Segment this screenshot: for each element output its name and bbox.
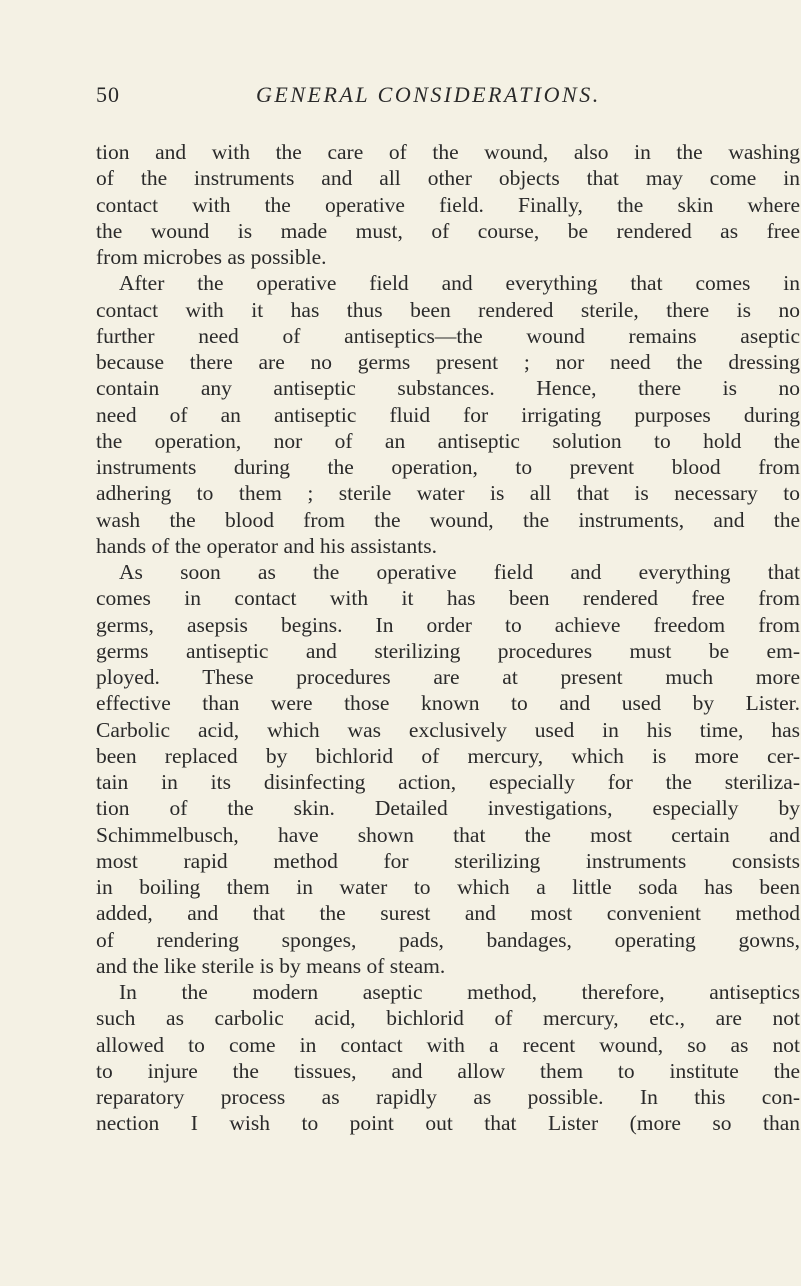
text-line: contact with the operative field. Finally, the skin where [96, 192, 800, 217]
text-line: comes in contact with it has been rendered free from [96, 586, 800, 611]
text-line: need of an antiseptic fluid for irrigating purposes during [96, 402, 800, 427]
text-line: of the instruments and all other objects that may come in [96, 166, 800, 191]
text-line: further need of antiseptics—the wound remains aseptic [96, 323, 800, 348]
text-line: ployed. These procedures are at present much more [96, 665, 800, 689]
text-line: germs antiseptic and sterilizing procedures must be em- [96, 638, 800, 663]
text-line: As soon as the operative field and everything that [119, 560, 800, 584]
text-line: instruments during the operation, to prevent blood from [96, 455, 800, 479]
text-line: In the modern aseptic method, therefore, antiseptics [119, 980, 800, 1004]
body-text [96, 139, 800, 1137]
text-line: tion and with the care of the wound, also in the washing [96, 140, 800, 164]
text-line: contain any antiseptic substances. Hence, there is no [96, 376, 800, 401]
text-line: adhering to them ; sterile water is all that is necessary to [96, 481, 800, 506]
page-header [96, 82, 796, 112]
text-line: such as carbolic acid, bichlorid of mercury, etc., are not [96, 1006, 800, 1031]
text-line: most rapid method for sterilizing instruments consists [96, 848, 800, 873]
text-line: the wound is made must, of course, be rendered as free [96, 218, 800, 243]
text-line: reparatory process as rapidly as possible. In this con- [96, 1085, 800, 1109]
text-line: hands of the operator and his assistants. [96, 533, 437, 558]
running-head: GENERAL CONSIDERATIONS. [256, 82, 601, 107]
text-line: to injure the tissues, and allow them to institute the [96, 1058, 800, 1083]
text-line: Carbolic acid, which was exclusively used in his time, has [96, 717, 800, 742]
text-line: nection I wish to point out that Lister (more so than [96, 1111, 800, 1136]
text-line: After the operative field and everything that comes in [119, 271, 800, 296]
text-line: added, and that the surest and most convenient method [96, 901, 800, 926]
text-line: and the like sterile is by means of steam. [96, 953, 446, 978]
text-line: allowed to come in contact with a recent wound, so as not [96, 1032, 800, 1057]
text-line: contact with it has thus been rendered sterile, there is no [96, 297, 800, 322]
text-line: in boiling them in water to which a little soda has been [96, 875, 800, 899]
text-line: the operation, nor of an antiseptic solution to hold the [96, 428, 800, 453]
text-line: because there are no germs present ; nor need the dressing [96, 350, 800, 374]
text-line: germs, asepsis begins. In order to achieve freedom from [96, 612, 800, 637]
text-line: tain in its disinfecting action, especially for the steriliza- [96, 770, 800, 794]
page-number: 50 [96, 82, 120, 107]
text-line: wash the blood from the wound, the instruments, and the [96, 507, 800, 532]
text-line: from microbes as possible. [96, 245, 327, 269]
text-line: effective than were those known to and used by Lister. [96, 691, 800, 716]
text-line: of rendering sponges, pads, bandages, operating gowns, [96, 927, 800, 952]
text-line: been replaced by bichlorid of mercury, which is more cer- [96, 743, 800, 768]
text-line: tion of the skin. Detailed investigations, especially by [96, 796, 800, 821]
text-line: Schimmelbusch, have shown that the most certain and [96, 822, 800, 847]
